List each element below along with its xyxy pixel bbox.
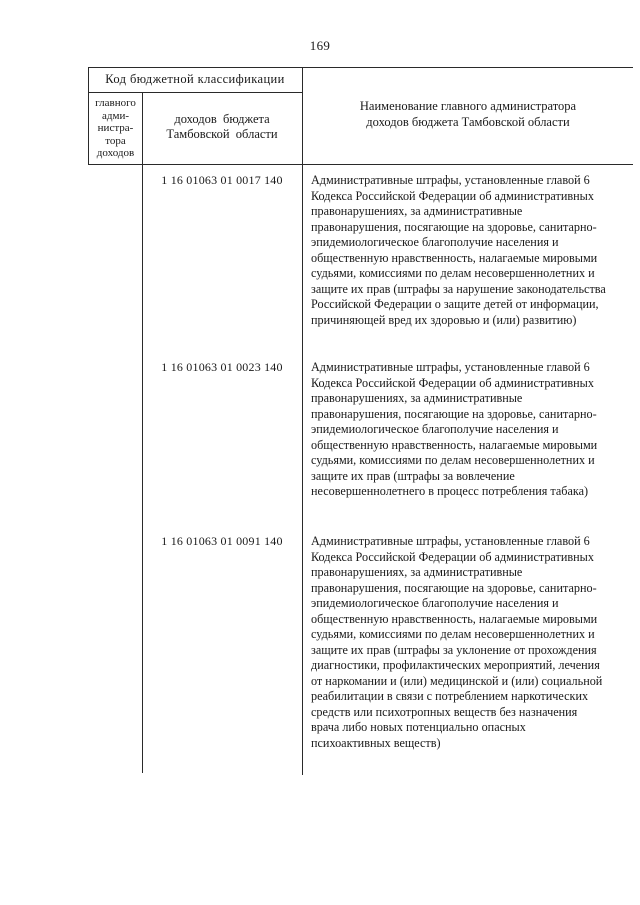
code-group-divider: [88, 92, 302, 93]
admin-income-divider: [142, 92, 143, 773]
header-name-column: Наименование главного администратора доходов бюджета Тамбовской области: [359, 99, 577, 129]
table-row-3-description: Административные штрафы, установленные главой 6 Кодекса Российской Федерации об административных правонарушениях, за административные правонарушения, посягающие на здоровье, санитарно-эпидемиологическое благополучие населения и общественную нравственность, налагаемые мировыми судьями, комиссиями по делам несовершеннолетних и защите их прав (штрафы за уклонение от прохождения диагностики, профилактических мероприятий, лечения от наркомании и (или) медицинской и (или) социальной реабилитации в связи с потреблением наркотических средств или психотропных веществ без назначения врача либо новых потенциально опасных психоактивных веществ): [311, 534, 603, 750]
header-bottom-border: [88, 164, 633, 165]
table-row-2-code: 1 16 01063 01 0023 140: [161, 360, 283, 374]
header-income-column: доходов бюджета Тамбовской области: [166, 112, 278, 141]
table-row-1-code: 1 16 01063 01 0017 140: [161, 173, 283, 187]
table-row-2-description: Административные штрафы, установленные главой 6 Кодекса Российской Федерации об административных правонарушениях, за административные правонарушения, посягающие на здоровье, санитарно-эпидемиологическое благополучие населения и общественную нравственность, налагаемые мировыми судьями, комиссиями по делам несовершеннолетних и защите их прав (штрафы за вовлечение несовершеннолетнего в процесс потребления табака): [311, 360, 598, 498]
table-row-1-description: Административные штрафы, установленные главой 6 Кодекса Российской Федерации об административных правонарушениях, за административные правонарушения, посягающие на здоровье, санитарно-эпидемиологическое благополучие населения и общественную нравственность, налагаемые мировыми судьями, комиссиями по делам несовершеннолетних и защите их прав (штрафы за нарушение законодательства Российской Федерации о защите детей от информации, причиняющей вред их здоровью и (или) развитию): [311, 173, 606, 327]
table-top-border: [88, 67, 633, 68]
table-row-3-code: 1 16 01063 01 0091 140: [161, 534, 283, 548]
page-number: 169: [309, 38, 331, 53]
header-admin-column: главного адми- нистра- тора доходов: [95, 97, 136, 159]
header-code-group: Код бюджетной классификации: [105, 72, 285, 86]
code-name-divider: [302, 67, 303, 775]
